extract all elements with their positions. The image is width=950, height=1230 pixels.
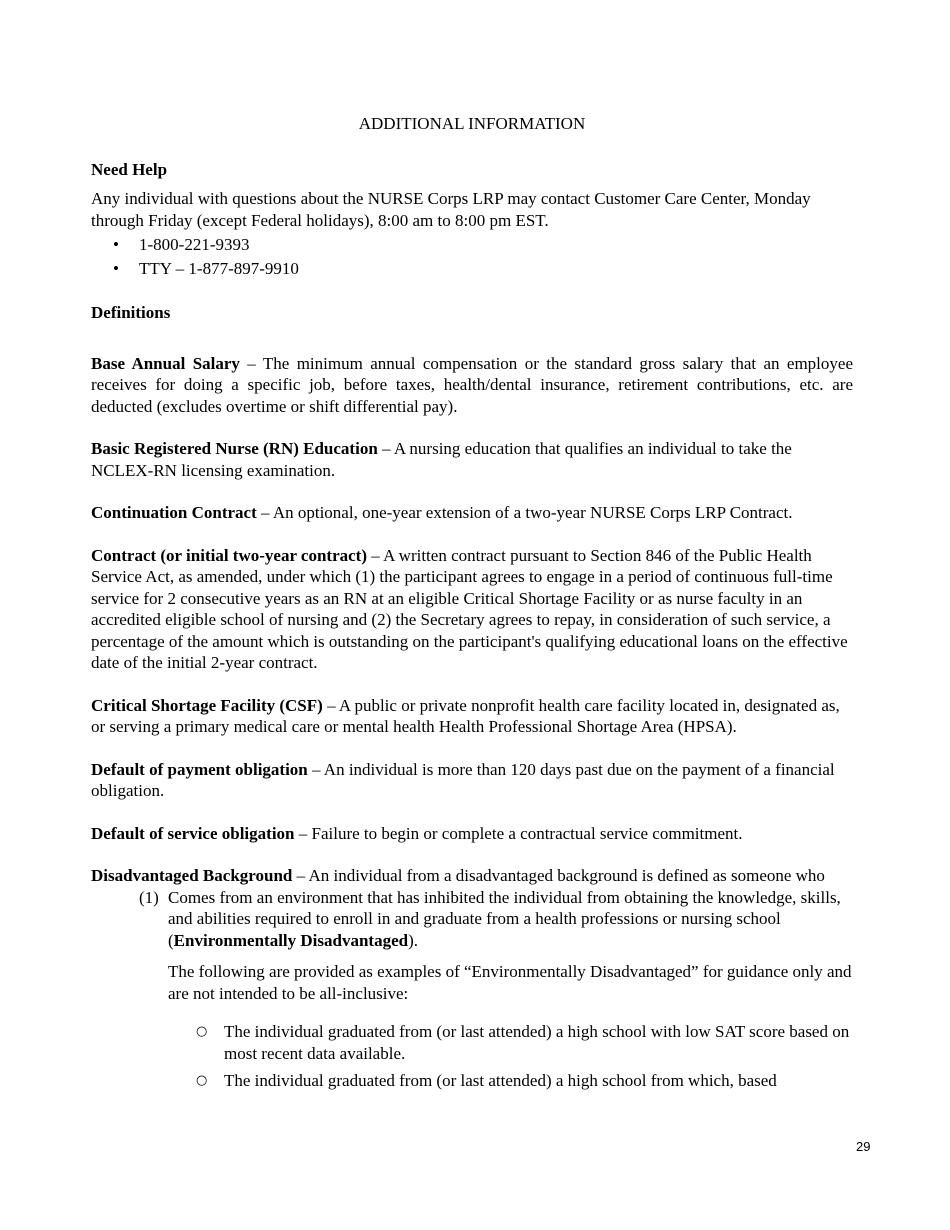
definition-term: Critical Shortage Facility (CSF) bbox=[91, 695, 323, 715]
circle-bullet-icon: ○ bbox=[196, 1073, 208, 1088]
definition-term: Contract (or initial two-year contract) bbox=[91, 545, 368, 565]
definition-term: Default of payment obligation bbox=[91, 759, 308, 779]
item-number: (1) bbox=[139, 887, 159, 907]
bullet-icon: • bbox=[113, 235, 119, 254]
need-help-heading: Need Help bbox=[91, 159, 168, 179]
definition-default-payment bbox=[91, 759, 853, 802]
examples-intro: The following are provided as examples of “Environmentally Disadvantaged” for guidance only and are not intended to be all-inclusive: bbox=[168, 962, 852, 1003]
definition-text: – A public or private nonprofit health care facility located in, designated as, or serving a primary medical care or mental health Health Professional Shortage Area (HPSA). bbox=[91, 695, 840, 736]
definition-term: Base Annual Salary bbox=[91, 353, 240, 373]
example-text: The individual graduated from (or last attended) a high school from which, based bbox=[224, 1071, 777, 1090]
contact-tty: TTY – 1-877-897-9910 bbox=[139, 259, 299, 278]
item-text-end: ). bbox=[408, 930, 419, 950]
page-title: ADDITIONAL INFORMATION bbox=[358, 114, 586, 133]
examples-list bbox=[91, 1021, 853, 1092]
list-item bbox=[91, 1070, 853, 1092]
definition-term: Default of service obligation bbox=[91, 823, 295, 843]
page-number: 29 bbox=[856, 1139, 871, 1154]
definition-text: – A nursing education that qualifies an individual to take the NCLEX-RN licensing examination. bbox=[91, 439, 792, 480]
definition-text: – An individual from a disadvantaged background is defined as someone who bbox=[292, 866, 825, 885]
definition-basic-rn-education bbox=[91, 438, 853, 481]
definition-term: Disadvantaged Background bbox=[91, 866, 293, 885]
document-page bbox=[91, 113, 853, 1098]
disadvantaged-criteria-list bbox=[91, 887, 853, 952]
definition-base-annual-salary bbox=[91, 353, 853, 418]
contact-list bbox=[91, 233, 853, 281]
definition-term: Basic Registered Nurse (RN) Education bbox=[91, 439, 378, 458]
list-item bbox=[91, 233, 853, 257]
definition-contract bbox=[91, 545, 853, 674]
list-item bbox=[91, 1021, 853, 1064]
definition-term: Continuation Contract bbox=[91, 503, 257, 522]
list-item bbox=[91, 887, 853, 952]
definition-text: – A written contract pursuant to Section 846 of the Public Health Service Act, as amended, under which (1) the participant agrees to engage in a period of continuous full-time service for 2 consecutive years as an RN at an eligible Critical Shortage Facility or as nurse faculty in an accredited eligible school of nursing and (2) the Secretary agrees to repay, in consideration of such service, a percentage of the amount which is outstanding on the participant's qualifying educational loans on the effective date of the initial 2-year contract. bbox=[91, 545, 848, 672]
definition-csf bbox=[91, 695, 853, 738]
list-item bbox=[91, 257, 853, 281]
definition-text: – The minimum annual compensation or the standard gross salary that an employee receives for doing a specific job, before taxes, health/dental insurance, retirement contributions, etc. are deducted (excludes overtime or shift differential pay). bbox=[91, 353, 853, 416]
item-text: Comes from an environment that has inhibited the individual from obtaining the knowledge, skills, and abilities required to enroll in and graduate from a health professions or nursing school ( bbox=[168, 887, 841, 950]
need-help-text: Any individual with questions about the NURSE Corps LRP may contact Customer Care Center, Monday through Friday (except Federal holidays), 8:00 am to 8:00 pm EST. bbox=[91, 189, 811, 230]
item-bold-term: Environmentally Disadvantaged bbox=[173, 930, 409, 950]
definition-disadvantaged-background bbox=[91, 865, 853, 887]
circle-bullet-icon: ○ bbox=[196, 1024, 208, 1039]
definition-default-service bbox=[91, 823, 853, 845]
definition-text: – Failure to begin or complete a contractual service commitment. bbox=[294, 823, 743, 843]
definition-text: – An optional, one-year extension of a two-year NURSE Corps LRP Contract. bbox=[256, 503, 793, 522]
bullet-icon: • bbox=[113, 259, 119, 278]
definitions-heading: Definitions bbox=[91, 303, 171, 322]
definition-continuation-contract bbox=[91, 502, 853, 524]
example-text: The individual graduated from (or last attended) a high school with low SAT score based on most recent data available. bbox=[224, 1022, 850, 1063]
contact-phone: 1-800-221-9393 bbox=[139, 235, 250, 254]
definition-text: – An individual is more than 120 days past due on the payment of a financial obligation. bbox=[91, 759, 835, 800]
